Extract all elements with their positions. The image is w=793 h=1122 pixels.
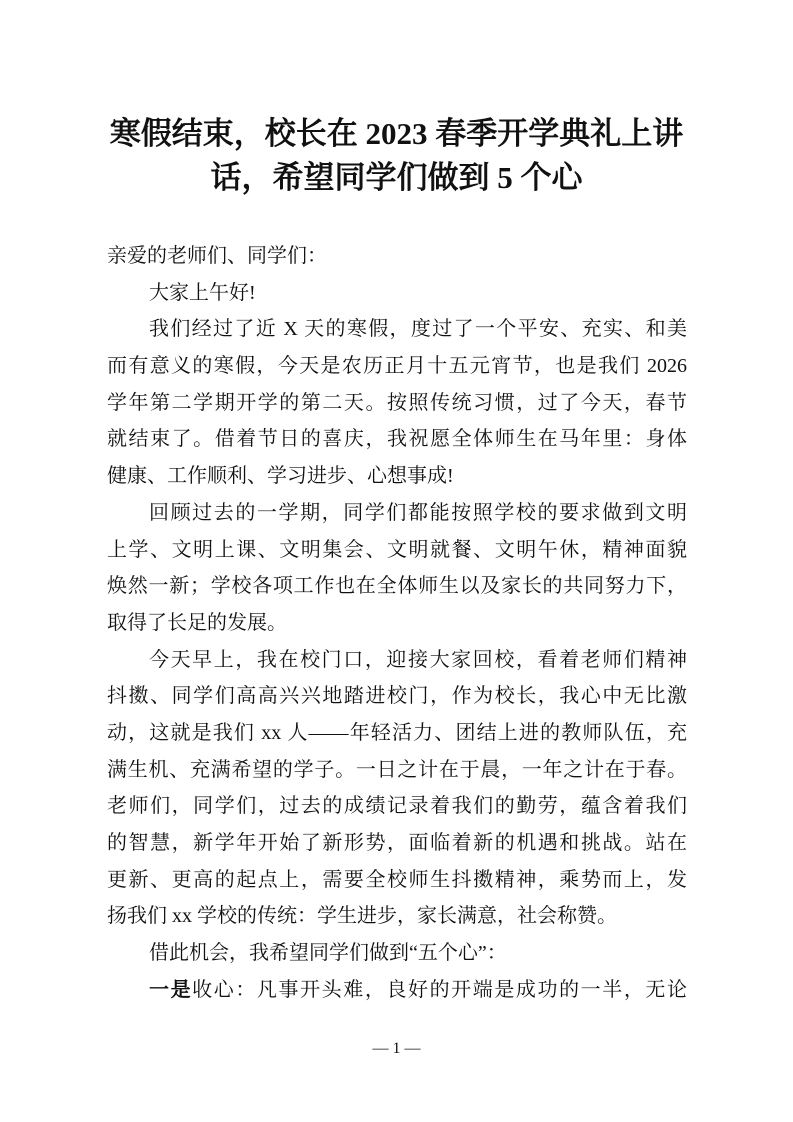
paragraph xyxy=(107,972,687,1009)
text-line: 借此机会，我希望同学们做到“五个心”： xyxy=(149,942,507,965)
bold-lead: 一是 xyxy=(149,978,193,1001)
text-line: 亲爱的老师们、同学们： xyxy=(107,245,327,267)
text-line: 的智慧，新学年开始了新形势，面临着新的机遇和挑战。站在 xyxy=(107,832,687,854)
title-line: 寒假结束，校长在 2023 春季开学典礼上讲 xyxy=(109,116,684,151)
paragraph xyxy=(107,311,687,494)
text-line: 而有意义的寒假，今天是农历正月十五元宵节，也是我们 2026 xyxy=(107,355,687,378)
text-line: 就结束了。借着节日的喜庆，我祝愿全体师生在马年里：身体 xyxy=(107,428,687,451)
text-line: 今天早上，我在校门口，迎接大家回校，看着老师们精神 xyxy=(149,648,687,671)
text-line: 焕然一新；学校各项工作也在全体师生以及家长的共同努力下， xyxy=(107,575,687,598)
text-line: 取得了长足的发展。 xyxy=(107,611,287,634)
text-line: 老师们，同学们，过去的成绩记录着我们的勤劳，蕴含着我们 xyxy=(107,795,687,818)
title-line: 话，希望同学们做到 5 个心 xyxy=(210,160,583,195)
page-number: — 1 — xyxy=(372,1040,421,1057)
line-text: 收心：凡事开头难，良好的开端是成功的一半，无论 xyxy=(192,978,688,1001)
text-line: 我们经过了近 X 天的寒假，度过了一个平安、充实、和美 xyxy=(149,318,687,341)
text-line: 动，这就是我们 xx 人——年轻活力、团结上进的教师队伍，充 xyxy=(107,721,687,744)
text-line: 大家上午好! xyxy=(149,281,256,304)
document-body xyxy=(107,238,687,1008)
text-line: 扬我们 xx 学校的传统：学生进步，家长满意，社会称赞。 xyxy=(107,905,617,928)
text-line: 满生机、充满希望的学子。一日之计在于晨，一年之计在于春。 xyxy=(107,758,687,781)
text-line: 上学、文明上课、文明集会、文明就餐、文明午休，精神面貌 xyxy=(107,538,687,561)
paragraph xyxy=(107,275,687,312)
document-title xyxy=(90,112,703,200)
text-line: 抖擞、同学们高高兴兴地踏进校门，作为校长，我心中无比激 xyxy=(107,685,687,708)
text-line: 更新、更高的起点上，需要全校师生抖擞精神，乘势而上，发 xyxy=(107,868,687,891)
text-line: 回顾过去的一学期，同学们都能按照学校的要求做到文明 xyxy=(149,501,687,524)
paragraph xyxy=(107,238,687,275)
paragraph xyxy=(107,935,687,972)
paragraph xyxy=(107,642,687,936)
text-line: 学年第二学期开学的第二天。按照传统习惯，过了今天，春节 xyxy=(107,391,687,414)
text-line: 健康、工作顺利、学习进步、心想事成! xyxy=(107,465,454,488)
text-line xyxy=(107,972,687,1009)
paragraph xyxy=(107,495,687,642)
